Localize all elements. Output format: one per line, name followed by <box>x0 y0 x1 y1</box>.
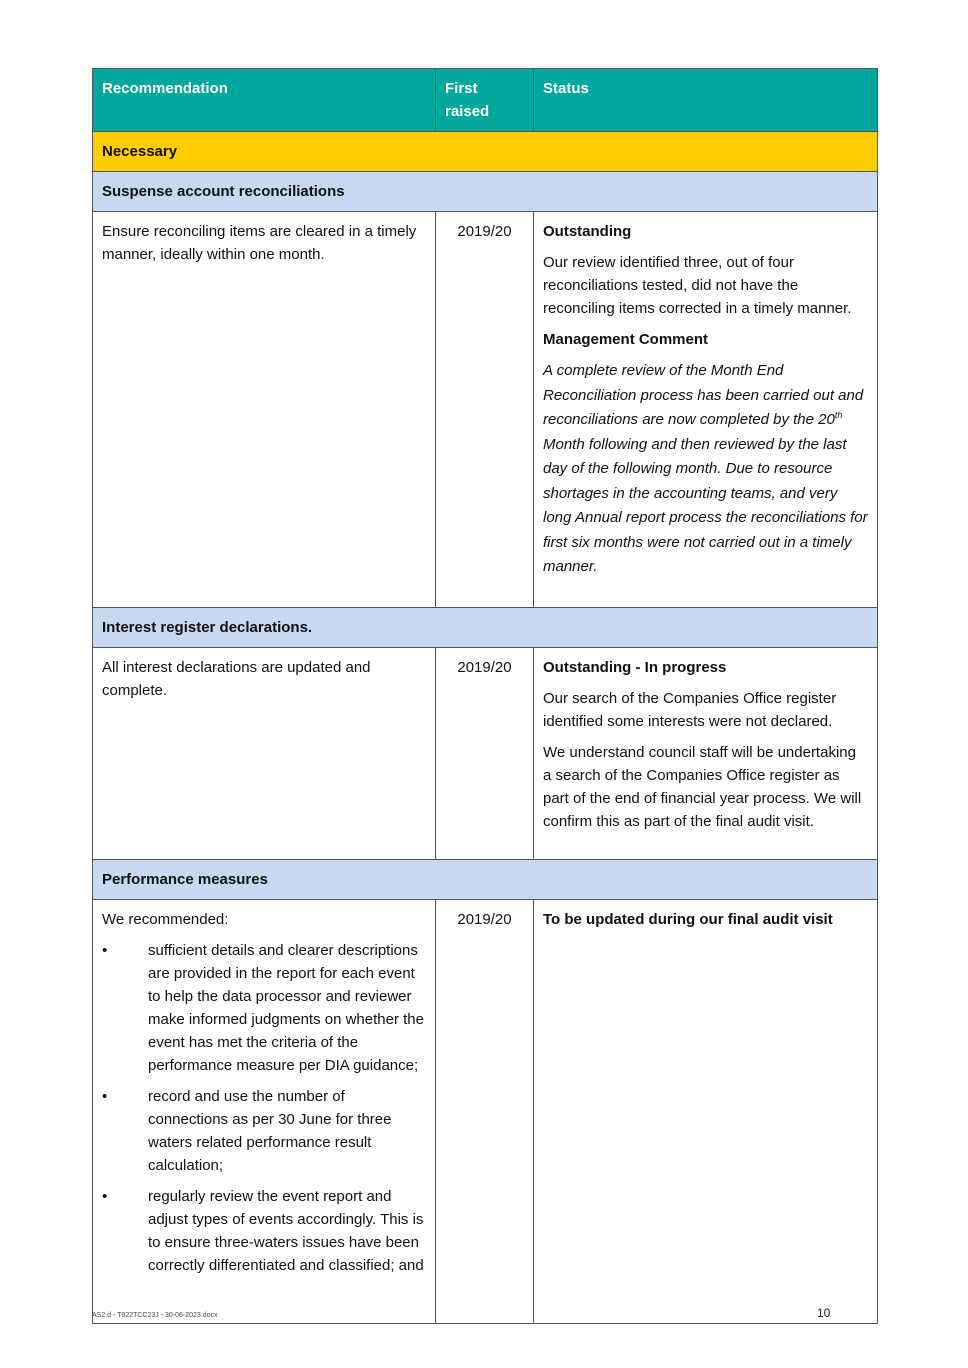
header-recommendation: Recommendation <box>93 69 436 132</box>
footer-doc-ref: AS2.d - T922TCC23J - 30-06-2023.docx <box>92 1312 218 1319</box>
category-necessary: Necessary <box>93 132 878 172</box>
comment-part-2: Month following and then reviewed by the last day of the following month. Due to resource shortages in the accounting teams, and very long Annual report process the reconciliations for first six months were not carried out in a timely manner. <box>543 435 868 575</box>
table-row <box>93 212 878 608</box>
section-title-suspense: Suspense account reconciliations <box>93 172 878 212</box>
status-cell <box>534 212 878 608</box>
category-row <box>93 132 878 172</box>
recommendation-text: Ensure reconciling items are cleared in a timely manner, ideally within one month. <box>102 223 417 263</box>
status-cell <box>534 900 878 1324</box>
bullet-text: sufficient details and clearer descriptions are provided in the report for each event to help the data processor and reviewer make informed judgments on whether the event has met the criteria of the performance measure per DIA guidance; <box>148 942 424 1074</box>
status-text: Our review identified three, out of four reconciliations tested, did not have the reconciling items corrected in a timely manner. <box>543 254 852 317</box>
section-title-interest: Interest register declarations. <box>93 608 878 648</box>
bullet-icon: • <box>102 1088 108 1105</box>
header-status: Status <box>534 69 878 132</box>
bullet-text: regularly review the event report and adjust types of events accordingly. This is to ensure three-waters issues have been correctly differentiated and classified; and <box>148 1188 424 1274</box>
list-item <box>102 939 426 1077</box>
recommendation-cell <box>93 900 436 1324</box>
status-text: We understand council staff will be undertaking a search of the Companies Office register as part of the end of financial year process. We will confirm this as part of the final audit visit. <box>543 744 862 830</box>
table-header-row <box>93 69 878 132</box>
recommendation-text: All interest declarations are updated and complete. <box>102 659 371 699</box>
recommendation-cell <box>93 648 436 860</box>
list-item <box>102 1085 426 1177</box>
status-cell <box>534 648 878 860</box>
comment-part-1: A complete review of the Month End Reconciliation process has been carried out and reconciliations are now completed by the 20 <box>543 362 864 428</box>
table-row <box>93 900 878 1324</box>
status-title: Outstanding <box>543 223 632 240</box>
first-raised-cell: 2019/20 <box>436 648 534 860</box>
first-raised-cell: 2019/20 <box>436 900 534 1324</box>
recommendation-bullets <box>102 939 426 1277</box>
table-row <box>93 648 878 860</box>
section-row <box>93 608 878 648</box>
section-title-performance: Performance measures <box>93 860 878 900</box>
recommendation-intro: We recommended: <box>102 911 229 928</box>
section-row <box>93 860 878 900</box>
list-item <box>102 1185 426 1277</box>
status-title: To be updated during our final audit visit <box>543 911 833 928</box>
first-raised-cell: 2019/20 <box>436 212 534 608</box>
recommendations-table <box>92 68 878 1324</box>
bullet-icon: • <box>102 942 108 959</box>
bullet-text: record and use the number of connections as per 30 June for three waters related performance result calculation; <box>148 1088 392 1174</box>
section-row <box>93 172 878 212</box>
comment-superscript: th <box>834 410 843 420</box>
status-title: Outstanding - In progress <box>543 659 727 676</box>
page-number: 10 <box>817 1306 831 1320</box>
header-first-raised: First raised <box>436 69 534 132</box>
bullet-icon: • <box>102 1188 108 1205</box>
recommendation-cell <box>93 212 436 608</box>
management-comment-title: Management Comment <box>543 331 709 348</box>
management-comment-text <box>543 359 868 580</box>
status-text: Our search of the Companies Office register identified some interests were not declared. <box>543 690 837 730</box>
